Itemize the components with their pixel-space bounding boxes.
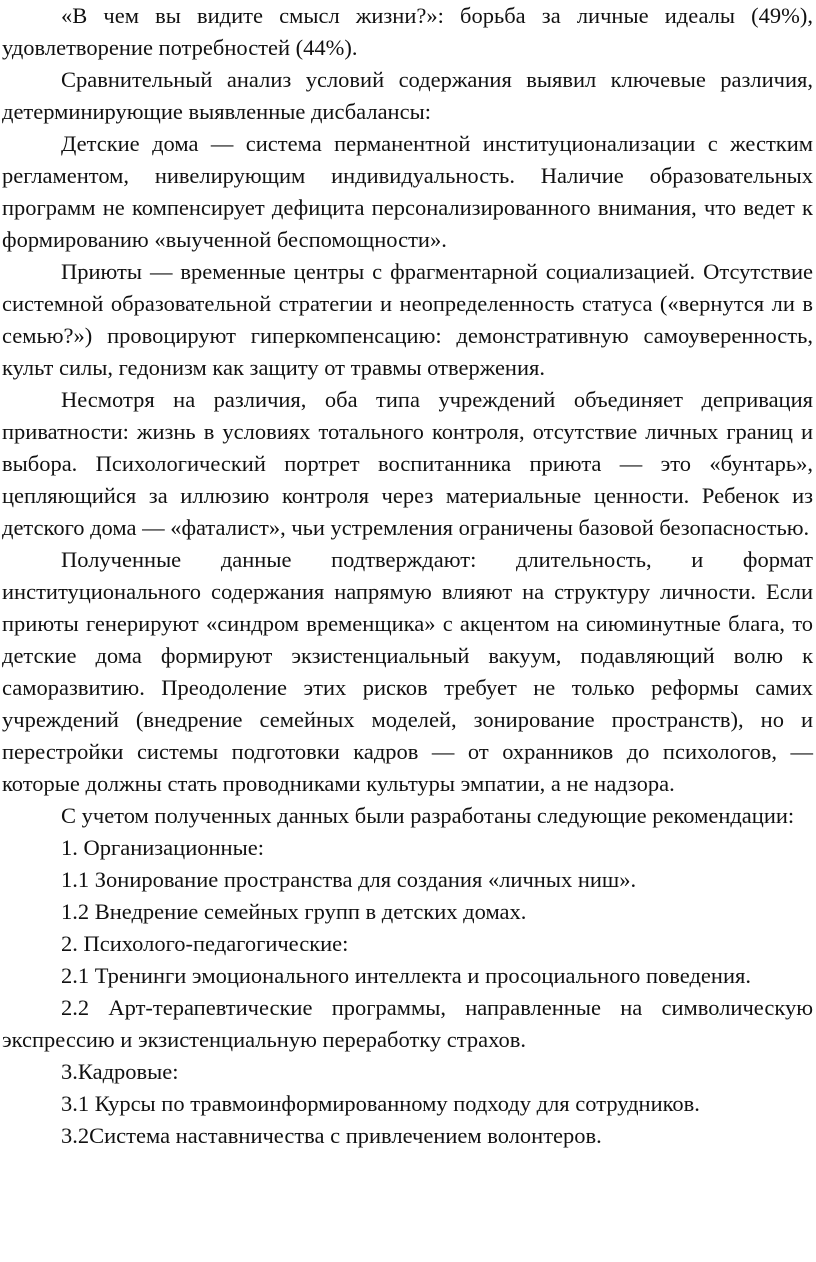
list-item-1-2: 1.2 Внедрение семейных групп в детских домах. xyxy=(61,899,527,924)
list-item-1-1: 1.1 Зонирование пространства для создания «личных ниш». xyxy=(61,867,637,892)
list-item-3-1: 3.1 Курсы по травмоинформированному подходу для сотрудников. xyxy=(61,1091,700,1116)
list-heading-personnel: 3.Кадровые: xyxy=(61,1059,179,1084)
list-heading-psych-pedagogical: 2. Психолого-педагогические: xyxy=(61,931,349,956)
list-item-3-2: 3.2Система наставничества с привлечением волонтеров. xyxy=(61,1123,602,1148)
paragraph-comparative-analysis: Сравнительный анализ условий содержания выявил ключевые различия, детерминирующие выявленные дисбалансы: xyxy=(2,67,813,124)
paragraph-conclusions: Полученные данные подтверждают: длительность, и формат институционального содержания напрямую влияют на структуру личности. Если приюты генерируют «синдром временщика» с акцентом на сиюминутные блага, то детские дома формируют экзистенциальный вакуум, подавляющий волю к саморазвитию. Преодоление этих рисков требует не только реформы самих учреждений (внедрение семейных моделей, зонирование пространств), но и перестройки системы подготовки кадров — от охранников до психологов, — которые должны стать проводниками культуры эмпатии, а не надзора. xyxy=(2,547,813,796)
list-item-2-2: 2.2 Арт-терапевтические программы, направленные на символическую экспрессию и экзистенциальную переработку страхов. xyxy=(2,995,813,1052)
paragraph-orphanages: Детские дома — система перманентной институционализации с жестким регламентом, нивелирующим индивидуальность. Наличие образовательных программ не компенсирует дефицита персонализированного внимания, что ведет к формированию «выученной беспомощности». xyxy=(2,131,813,252)
list-item-2-1: 2.1 Тренинги эмоционального интеллекта и просоциального поведения. xyxy=(61,963,751,988)
paragraph-recommendations-intro: С учетом полученных данных были разработаны следующие рекомендации: xyxy=(61,803,795,828)
paragraph-shelters: Приюты — временные центры с фрагментарной социализацией. Отсутствие системной образовательной стратегии и неопределенность статуса («вернутся ли в семью?») провоцируют гиперкомпенсацию: демонстративную самоуверенность, культ силы, гедонизм как защиту от травмы отвержения. xyxy=(2,259,813,380)
list-heading-organizational: 1. Организационные: xyxy=(61,835,264,860)
paragraph-deprivation: Несмотря на различия, оба типа учреждений объединяет депривация приватности: жизнь в условиях тотального контроля, отсутствие личных границ и выбора. Психологический портрет воспитанника приюта — это «бунтарь», цепляющийся за иллюзию контроля через материальные ценности. Ребенок из детского дома — «фаталист», чьи устремления ограничены базовой безопасностью. xyxy=(2,387,813,540)
paragraph-survey-answers: «В чем вы видите смысл жизни?»: борьба за личные идеалы (49%), удовлетворение потребностей (44%). xyxy=(2,3,813,60)
